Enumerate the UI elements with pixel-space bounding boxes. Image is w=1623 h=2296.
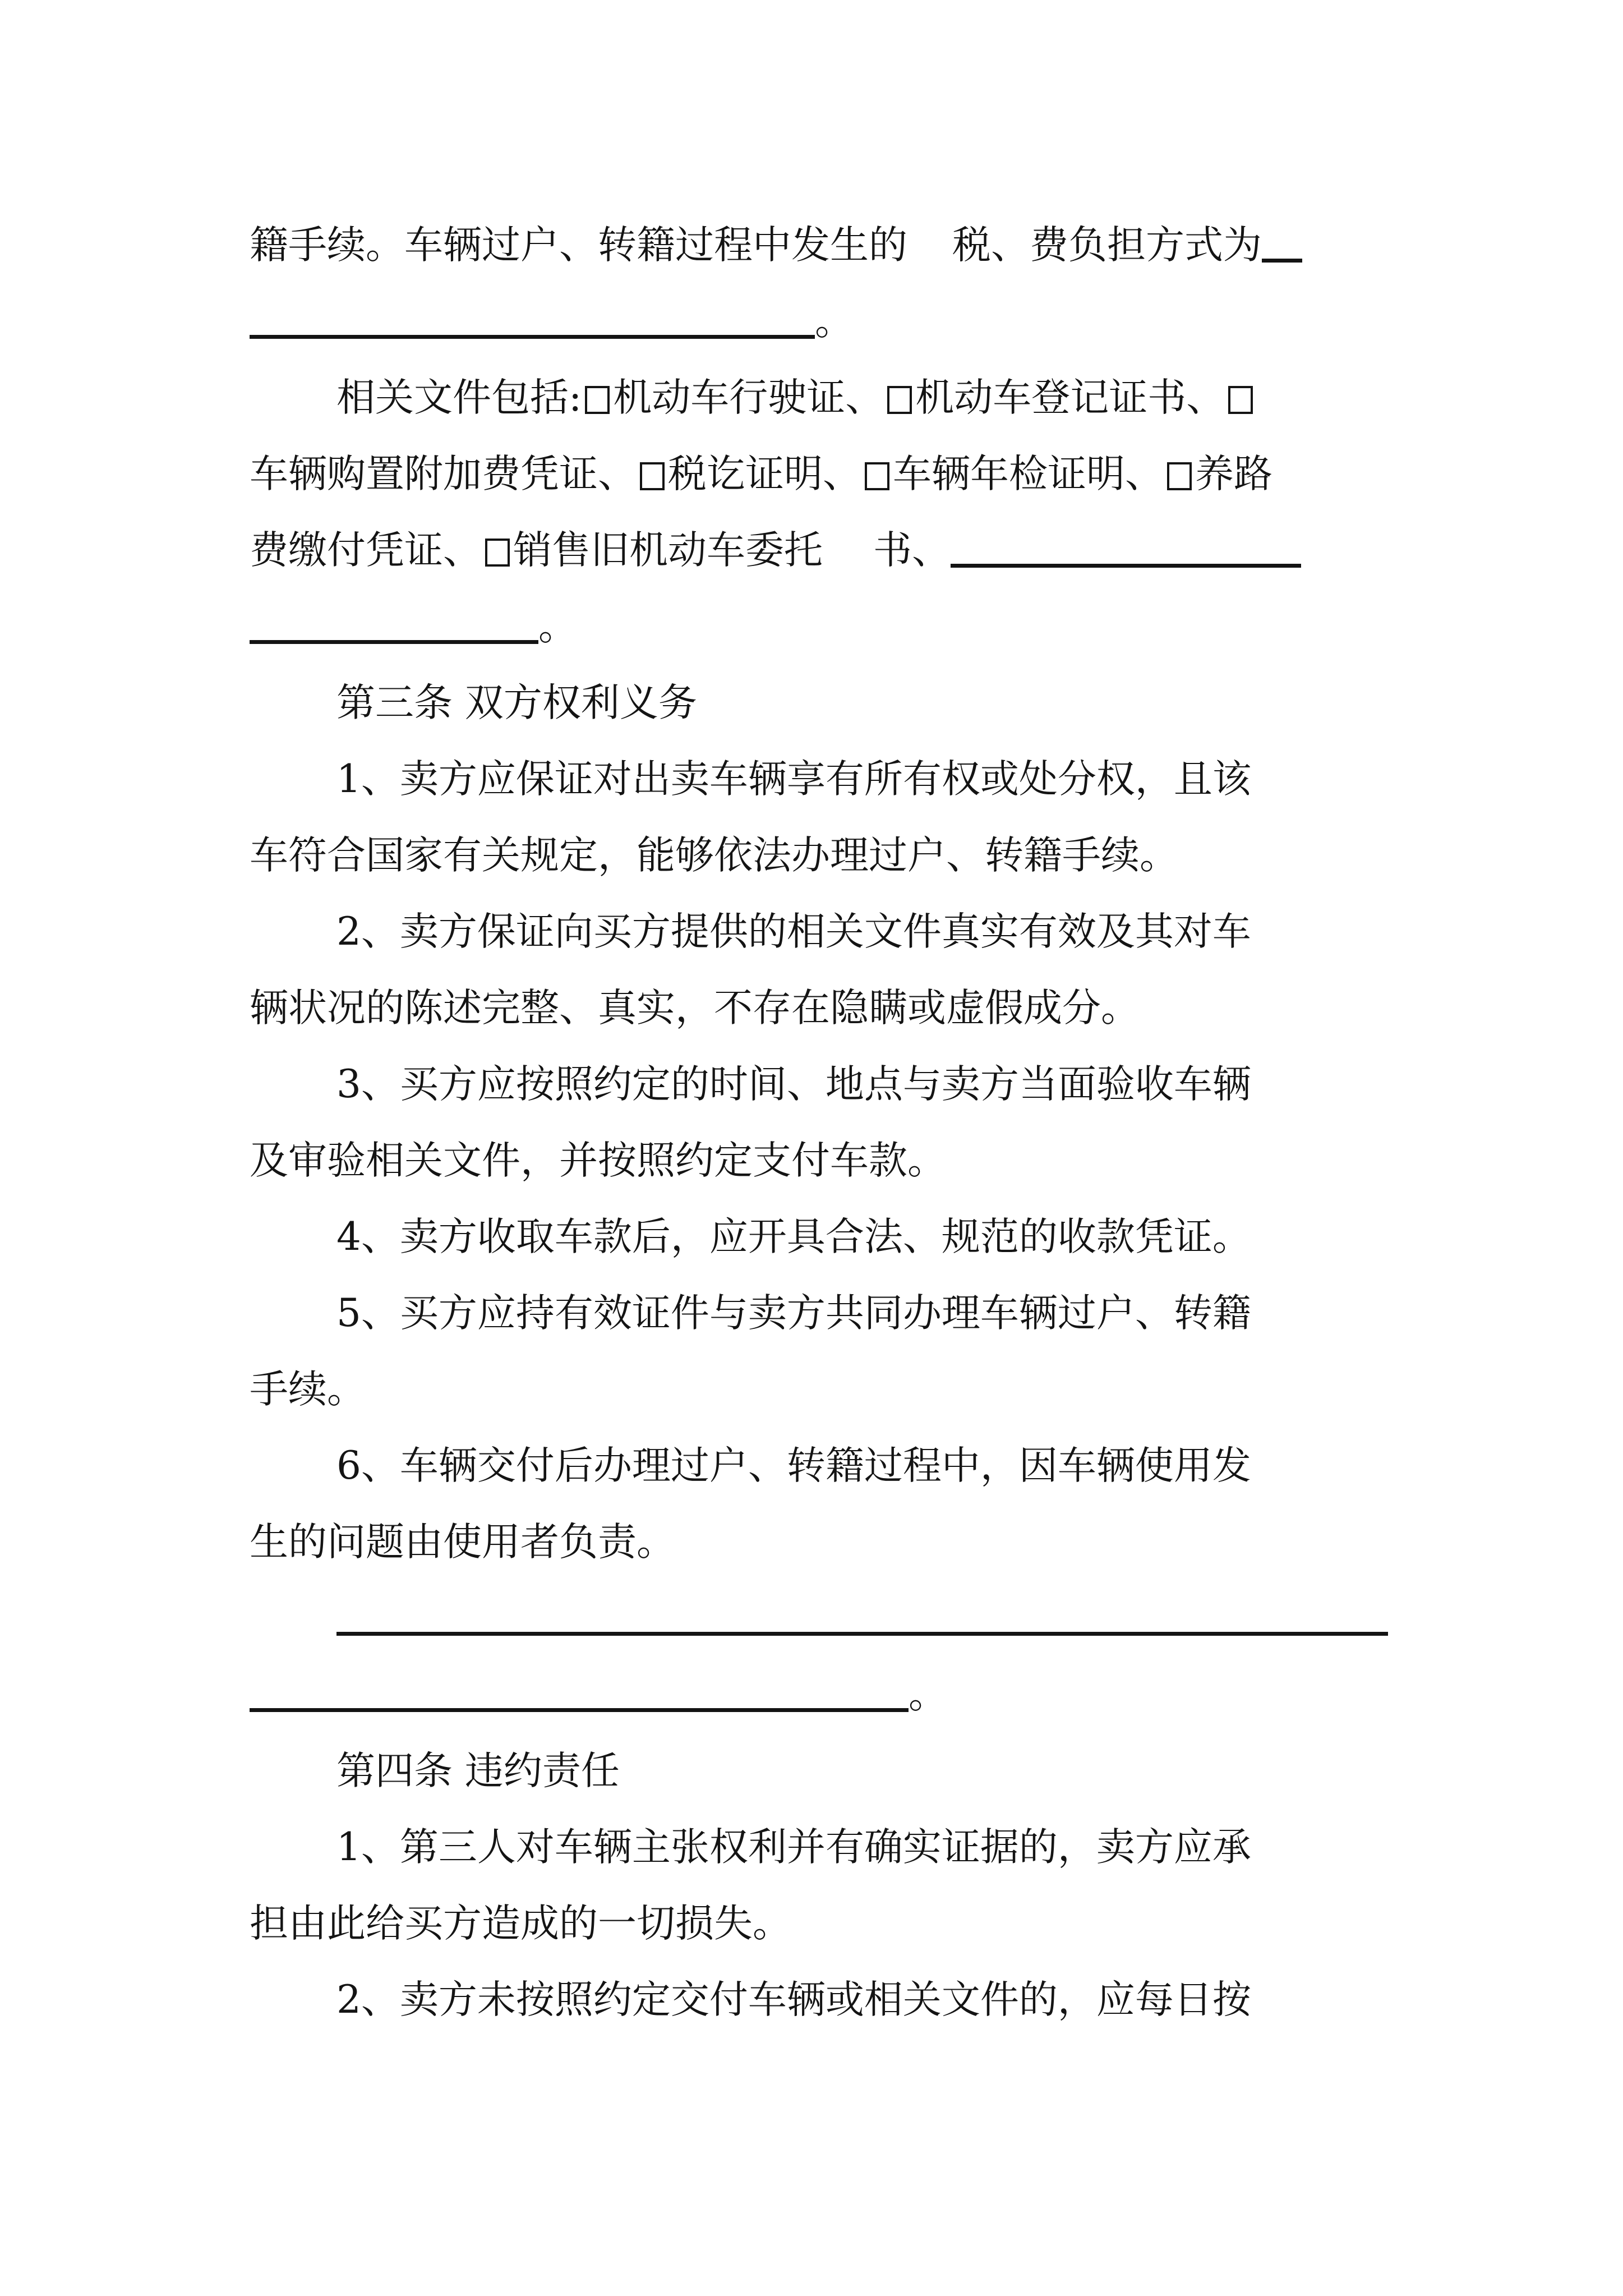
text-line: 3、买方应按照约定的时间、地点与卖方当面验收车辆 <box>336 1062 1251 1107</box>
text-line: 。 <box>250 296 854 347</box>
checkbox[interactable] <box>865 462 889 490</box>
blank-underline <box>250 640 538 644</box>
text-line: 相关文件包括: 机动车行驶证、 机动车登记证书、 <box>336 372 1256 423</box>
text-line: 手续。 <box>250 1367 366 1412</box>
blank-underline <box>951 564 1301 568</box>
text-line: 担由此给买方造成的一切损失。 <box>250 1901 791 1946</box>
checkbox[interactable] <box>585 386 610 414</box>
text-line: 6、车辆交付后办理过户、转籍过程中，因车辆使用发 <box>336 1443 1251 1488</box>
section-heading: 第四条 违约责任 <box>336 1749 620 1793</box>
text-line: 费缴付凭证、 销售旧机动车委托 书、 <box>250 525 1301 576</box>
text-line: 车符合国家有关规定，能够依法办理过户、转籍手续。 <box>250 833 1178 878</box>
checkbox[interactable] <box>1167 462 1192 490</box>
text-line: 生的问题由使用者负责。 <box>250 1520 675 1565</box>
blank-underline <box>250 335 815 339</box>
text-line: 1、第三人对车辆主张权利并有确实证据的，卖方应承 <box>336 1825 1251 1870</box>
blank-underline <box>250 1708 909 1712</box>
text-line: 车辆购置附加费凭证、 税讫证明、 车辆年检证明、 养路 <box>250 452 1272 496</box>
checkbox[interactable] <box>887 386 912 414</box>
text-line: 及审验相关文件，并按照约定支付车款。 <box>250 1138 946 1183</box>
text-line: 1、卖方应保证对出卖车辆享有所有权或处分权，且该 <box>336 757 1251 802</box>
text-line: 5、买方应持有效证件与卖方共同办理车辆过户、转籍 <box>336 1291 1251 1336</box>
text-line: 2、卖方保证向买方提供的相关文件真实有效及其对车 <box>336 909 1251 954</box>
text-line: 4、卖方收取车款后，应开具合法、规范的收款凭证。 <box>336 1214 1251 1259</box>
text-line: 辆状况的陈述完整、真实，不存在隐瞒或虚假成分。 <box>250 986 1140 1030</box>
text-line: 籍手续。车辆过户、转籍过程中发生的 税、费负担方式为 <box>250 220 1302 270</box>
checkbox[interactable] <box>1228 386 1253 414</box>
text-line <box>336 1593 1388 1644</box>
blank-underline <box>336 1632 1388 1636</box>
blank-underline <box>1262 259 1302 263</box>
text-line: 2、卖方未按照约定交付车辆或相关文件的，应每日按 <box>336 1977 1251 2022</box>
section-heading: 第三条 双方权利义务 <box>336 680 697 725</box>
text-line: 。 <box>250 601 577 652</box>
checkbox[interactable] <box>485 539 510 567</box>
text-line: 。 <box>250 1669 947 1720</box>
checkbox[interactable] <box>640 462 665 490</box>
